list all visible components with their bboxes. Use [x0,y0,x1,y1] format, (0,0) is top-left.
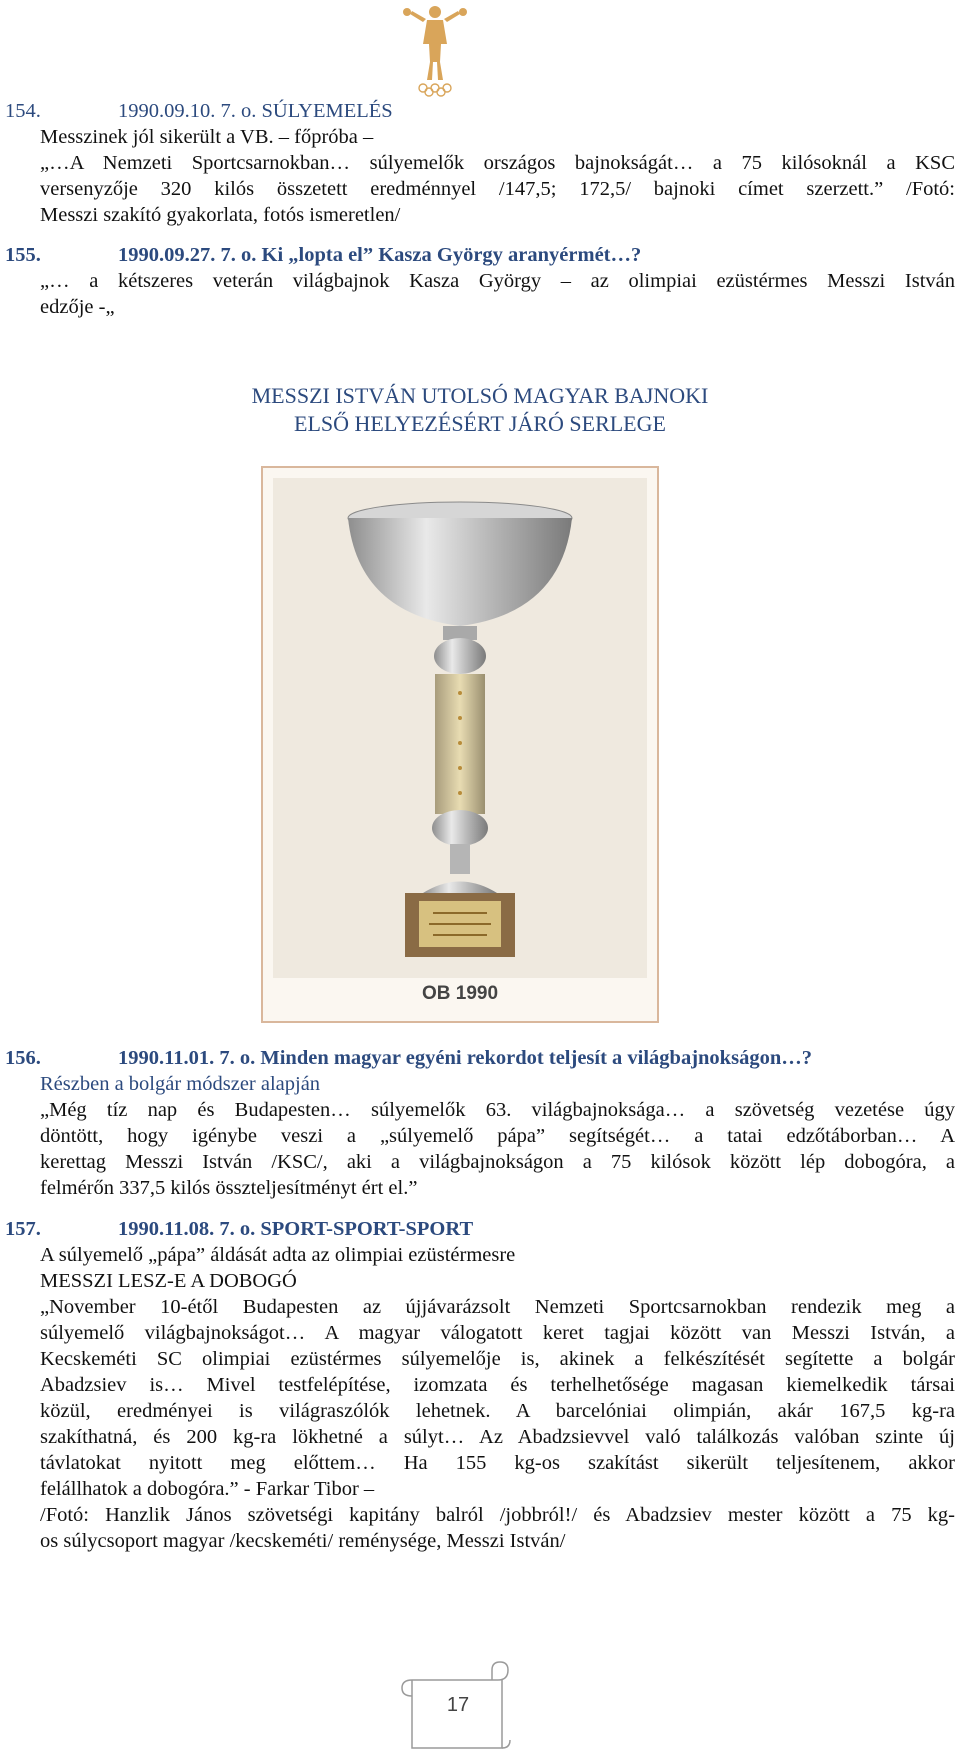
entry-text-line: közül, eredményei is világraszólók lehetnek. A barcelóniai olimpián, akár 167,5 kg-ra [40,1400,955,1422]
page-number-badge [398,1658,518,1755]
entry-text-line: Messzi szakító gyakorlata, fotós ismeretlen/ [40,204,401,226]
entry-subtitle: MESSZI LESZ-E A DOBOGÓ [40,1270,297,1292]
entry-text-line: edzője -„ [40,296,115,318]
entry-number: 157. [5,1218,41,1240]
entry-text-line: döntött, hogy igénybe veszi a „súlyemelő pápa” segítségét… a tatai edzőtáborban… A [40,1125,955,1147]
entry-text-line: távlatokat nyitott meg előttem… Ha 155 kg-os szakítást sikerült teljesítenem, akkor [40,1452,955,1474]
entry-text-line: felmérőn 337,5 kilós összteljesítményt ért el.” [40,1177,418,1199]
entry-text-line: „Még tíz nap és Budapesten… súlyemelők 63. világbajnoksága… a szövetség vezetése úgy [40,1099,955,1121]
entry-text-line: kerettag Messzi István /KSC/, aki a világbajnokságon a 75 kilósok között lép dobogóra, a [40,1151,955,1173]
entry-number: 155. [5,244,41,266]
entry-number: 156. [5,1047,41,1069]
entry-text-line: Abadzsiev is… Mivel testfelépítése, izomzata és terhelhetősége magasan kiemelkedik társai [40,1374,955,1396]
entry-text-line: súlyemelő világbajnokságot… A magyar válogatott keret tagjai között van Messzi István, a [40,1322,955,1344]
entry-text-line: Kecskeméti SC olimpiai ezüstérmes súlyemelője is, akinek a felkészítését segítette a bolgár [40,1348,955,1370]
photo-title: MESSZI ISTVÁN UTOLSÓ MAGYAR BAJNOKI [251,383,709,408]
entry-text-line: „…A Nemzeti Sportcsarnokban… súlyemelők országos bajnokságát… a 75 kilósoknál a KSC [40,152,955,174]
entry-heading: 1990.09.27. 7. o. Ki „lopta el” Kasza György aranyérmét…? [118,244,642,266]
entry-text-line: /Fotó: Hanzlik János szövetségi kapitány balról /jobbról!/ és Abadzsiev mester között a 75 kg- [40,1504,955,1526]
entry-text-line: „… a kétszeres veterán világbajnok Kasza György – az olimpiai ezüstérmes Messzi István [40,270,955,292]
entry-heading: 1990.11.01. 7. o. Minden magyar egyéni rekordot teljesít a világbajnokságon…? [118,1047,812,1069]
entry-heading: 1990.09.10. 7. o. SÚLYEMELÉS [118,100,393,122]
entry-text-line: szakíthatná, és 200 kg-ra lökhetné a súlyt… Az Abadzsievvel való találkozás valóban szinte új [40,1426,955,1448]
entry-text-line: felállhatok a dobogóra.” - Farkar Tibor – [40,1478,375,1500]
entry-subtitle: Részben a bolgár módszer alapján [40,1073,321,1095]
page-number: 17 [446,1694,470,1716]
weightlifter-olympic-logo-icon [390,0,480,100]
entry-heading: 1990.11.08. 7. o. SPORT-SPORT-SPORT [118,1218,474,1240]
entry-text-line: os súlycsoport magyar /kecskeméti/ reménysége, Messzi István/ [40,1530,566,1552]
entry-subtitle: A súlyemelő „pápa” áldását adta az olimpiai ezüstérmesre [40,1244,516,1266]
entry-text-line: „November 10-étől Budapesten az újjávarázsolt Nemzeti Sportcsarnokban rendezik meg a [40,1296,955,1318]
trophy-photo [261,466,659,1023]
photo-title: ELSŐ HELYEZÉSÉRT JÁRÓ SERLEGE [294,411,666,436]
entry-text-line: versenyzője 320 kilós összetett eredménnyel /147,5; 172,5/ bajnoki címet szerzett.” /Fotó: [40,178,955,200]
trophy-image [273,478,647,978]
photo-caption: OB 1990 [421,983,499,1004]
entry-number: 154. [5,100,41,122]
entry-subtitle: Messzinek jól sikerült a VB. – főpróba – [40,126,374,148]
